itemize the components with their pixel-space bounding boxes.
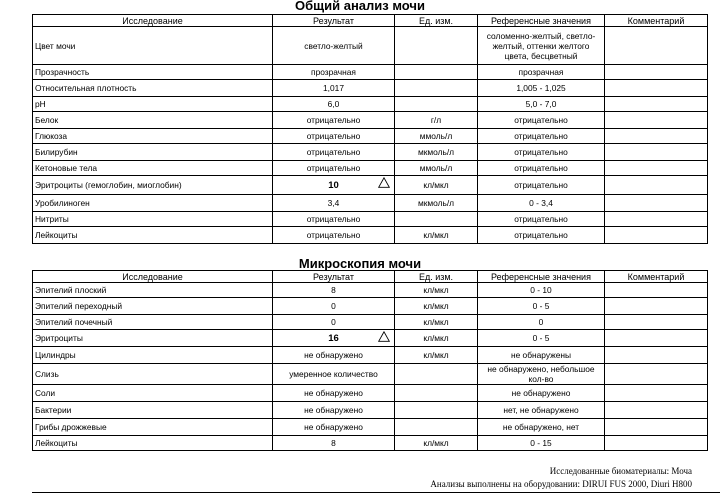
test-result xyxy=(273,80,395,97)
test-result xyxy=(273,402,395,419)
test-reference: не обнаружено, небольшое кол-во xyxy=(478,364,605,385)
test-reference: 5,0 - 7,0 xyxy=(478,97,605,112)
test-unit: г/л xyxy=(395,112,478,129)
header-col-result: Результат xyxy=(273,15,395,27)
test-unit xyxy=(395,65,478,80)
test-result xyxy=(273,436,395,451)
test-unit xyxy=(395,419,478,436)
test-reference: отрицательно xyxy=(478,112,605,129)
result-value: отрицательно xyxy=(306,230,361,240)
result-value: 0 xyxy=(331,301,336,311)
test-name: Относительная плотность xyxy=(33,80,273,97)
table-row xyxy=(33,161,708,176)
table-row xyxy=(33,112,708,129)
test-result xyxy=(273,227,395,244)
test-result xyxy=(273,298,395,315)
result-value: 8 xyxy=(331,285,336,295)
result-value: отрицательно xyxy=(306,131,361,141)
test-result xyxy=(273,129,395,144)
test-result xyxy=(273,419,395,436)
table-row xyxy=(33,27,708,65)
urinalysis-table xyxy=(32,14,708,244)
test-unit: ммоль/л xyxy=(395,161,478,176)
header-col-comment: Комментарий xyxy=(605,271,708,283)
test-reference: не обнаружено xyxy=(478,385,605,402)
test-result xyxy=(273,27,395,65)
test-unit: кл/мкл xyxy=(395,227,478,244)
test-reference: 0 - 5 xyxy=(478,298,605,315)
test-result xyxy=(273,97,395,112)
table-row xyxy=(33,364,708,385)
test-comment xyxy=(605,364,708,385)
test-unit: кл/мкл xyxy=(395,315,478,330)
result-value: отрицательно xyxy=(306,115,361,125)
test-comment xyxy=(605,283,708,298)
result-value: отрицательно xyxy=(306,147,361,157)
microscopy-table xyxy=(32,270,708,451)
test-result xyxy=(273,364,395,385)
table-row xyxy=(33,80,708,97)
test-result xyxy=(273,385,395,402)
warning-triangle-icon xyxy=(378,177,390,188)
test-comment xyxy=(605,195,708,212)
table-row xyxy=(33,227,708,244)
result-value: отрицательно xyxy=(306,214,361,224)
test-result xyxy=(273,283,395,298)
result-value: светло-желтый xyxy=(304,40,363,51)
test-unit: мкмоль/л xyxy=(395,195,478,212)
result-value: не обнаружено xyxy=(304,350,363,360)
table-row xyxy=(33,176,708,195)
test-reference: 0 - 5 xyxy=(478,330,605,347)
test-reference: отрицательно xyxy=(478,212,605,227)
test-name: Эритроциты (гемоглобин, миоглобин) xyxy=(33,176,273,195)
table-row xyxy=(33,402,708,419)
test-reference: 0 - 3,4 xyxy=(478,195,605,212)
test-result xyxy=(273,161,395,176)
test-comment xyxy=(605,80,708,97)
test-reference: не обнаружены xyxy=(478,347,605,364)
result-value: 0 xyxy=(331,317,336,327)
header-col-reference: Референсные значения xyxy=(478,271,605,283)
test-comment xyxy=(605,315,708,330)
result-value: умеренное количество xyxy=(289,369,378,379)
test-unit xyxy=(395,402,478,419)
test-comment xyxy=(605,385,708,402)
test-unit xyxy=(395,27,478,65)
table-row xyxy=(33,347,708,364)
table-row xyxy=(33,385,708,402)
test-name: Слизь xyxy=(33,364,273,385)
result-value: 6,0 xyxy=(327,99,340,109)
test-result xyxy=(273,65,395,80)
test-name: Эпителий плоский xyxy=(33,283,273,298)
test-reference: 0 - 15 xyxy=(478,436,605,451)
test-unit xyxy=(395,364,478,385)
test-comment xyxy=(605,144,708,161)
table-row xyxy=(33,330,708,347)
test-result xyxy=(273,112,395,129)
test-reference: соломенно-желтый, светло-желтый, оттенки желтого цвета, бесцветный xyxy=(478,27,605,65)
table-header-row xyxy=(33,15,708,27)
test-comment xyxy=(605,212,708,227)
table-row xyxy=(33,436,708,451)
test-name: Грибы дрожжевые xyxy=(33,419,273,436)
table-row xyxy=(33,195,708,212)
test-unit: кл/мкл xyxy=(395,347,478,364)
test-reference: отрицательно xyxy=(478,176,605,195)
test-comment xyxy=(605,112,708,129)
result-value: 3,4 xyxy=(327,198,340,208)
test-reference: не обнаружено, нет xyxy=(478,419,605,436)
test-reference: отрицательно xyxy=(478,227,605,244)
test-name: Эпителий почечный xyxy=(33,315,273,330)
test-unit xyxy=(395,212,478,227)
result-value: 8 xyxy=(331,438,336,448)
test-result xyxy=(273,315,395,330)
test-name: Эпителий переходный xyxy=(33,298,273,315)
test-name: Бактерии xyxy=(33,402,273,419)
result-value: 10 xyxy=(328,179,339,191)
test-reference: отрицательно xyxy=(478,161,605,176)
test-unit: мкмоль/л xyxy=(395,144,478,161)
result-value: не обнаружено xyxy=(304,405,363,415)
warning-triangle-icon xyxy=(378,331,390,342)
test-name: Соли xyxy=(33,385,273,402)
test-comment xyxy=(605,402,708,419)
table-row xyxy=(33,419,708,436)
test-comment xyxy=(605,176,708,195)
test-name: Нитриты xyxy=(33,212,273,227)
test-reference: нет, не обнаружено xyxy=(478,402,605,419)
test-name: Кетоновые тела xyxy=(33,161,273,176)
table-row xyxy=(33,212,708,227)
test-comment xyxy=(605,436,708,451)
header-col-study: Исследование xyxy=(33,15,273,27)
table-row xyxy=(33,65,708,80)
result-value: не обнаружено xyxy=(304,422,363,432)
result-value: не обнаружено xyxy=(304,388,363,398)
microscopy-title: Микроскопия мочи xyxy=(298,256,422,271)
test-name: Белок xyxy=(33,112,273,129)
test-result xyxy=(273,195,395,212)
test-unit xyxy=(395,385,478,402)
table-row xyxy=(33,315,708,330)
header-col-unit: Ед. изм. xyxy=(395,271,478,283)
test-reference: 0 xyxy=(478,315,605,330)
test-unit: кл/мкл xyxy=(395,330,478,347)
biomaterial-note: Исследованные биоматериалы: Моча xyxy=(549,466,692,476)
test-comment xyxy=(605,330,708,347)
test-comment xyxy=(605,97,708,112)
test-comment xyxy=(605,347,708,364)
test-comment xyxy=(605,227,708,244)
test-result xyxy=(273,144,395,161)
test-name: Глюкоза xyxy=(33,129,273,144)
test-name: Лейкоциты xyxy=(33,436,273,451)
test-unit: кл/мкл xyxy=(395,176,478,195)
test-name: Цилиндры xyxy=(33,347,273,364)
test-unit xyxy=(395,97,478,112)
equipment-note: Анализы выполнены на оборудовании: DIRUI FUS 2000, Diuri H800 xyxy=(430,479,692,489)
test-name: Цвет мочи xyxy=(33,27,273,65)
test-comment xyxy=(605,298,708,315)
test-reference: 0 - 10 xyxy=(478,283,605,298)
test-result xyxy=(273,176,395,195)
result-value: 16 xyxy=(328,332,339,344)
test-reference: 1,005 - 1,025 xyxy=(478,80,605,97)
test-comment xyxy=(605,129,708,144)
test-name: Эритроциты xyxy=(33,330,273,347)
test-unit xyxy=(395,80,478,97)
test-result xyxy=(273,330,395,347)
table-row xyxy=(33,298,708,315)
test-comment xyxy=(605,161,708,176)
test-unit: кл/мкл xyxy=(395,283,478,298)
test-name: Лейкоциты xyxy=(33,227,273,244)
test-reference: прозрачная xyxy=(478,65,605,80)
result-value: отрицательно xyxy=(306,163,361,173)
test-unit: кл/мкл xyxy=(395,436,478,451)
test-name: pH xyxy=(33,97,273,112)
test-comment xyxy=(605,65,708,80)
table-row xyxy=(33,129,708,144)
header-col-comment: Комментарий xyxy=(605,15,708,27)
footer-divider xyxy=(32,492,720,493)
table-header-row xyxy=(33,271,708,283)
test-reference: отрицательно xyxy=(478,144,605,161)
test-unit: кл/мкл xyxy=(395,298,478,315)
test-comment xyxy=(605,419,708,436)
test-result xyxy=(273,347,395,364)
table-row xyxy=(33,97,708,112)
urinalysis-title: Общий анализ мочи xyxy=(295,0,425,13)
test-name: Билирубин xyxy=(33,144,273,161)
header-col-study: Исследование xyxy=(33,271,273,283)
test-reference: отрицательно xyxy=(478,129,605,144)
header-col-unit: Ед. изм. xyxy=(395,15,478,27)
result-value: прозрачная xyxy=(311,67,356,77)
test-result xyxy=(273,212,395,227)
result-value: 1,017 xyxy=(323,83,344,93)
header-col-result: Результат xyxy=(273,271,395,283)
header-col-reference: Референсные значения xyxy=(478,15,605,27)
test-unit: ммоль/л xyxy=(395,129,478,144)
test-name: Уробилиноген xyxy=(33,195,273,212)
test-name: Прозрачность xyxy=(33,65,273,80)
test-comment xyxy=(605,27,708,65)
table-row xyxy=(33,283,708,298)
table-row xyxy=(33,144,708,161)
